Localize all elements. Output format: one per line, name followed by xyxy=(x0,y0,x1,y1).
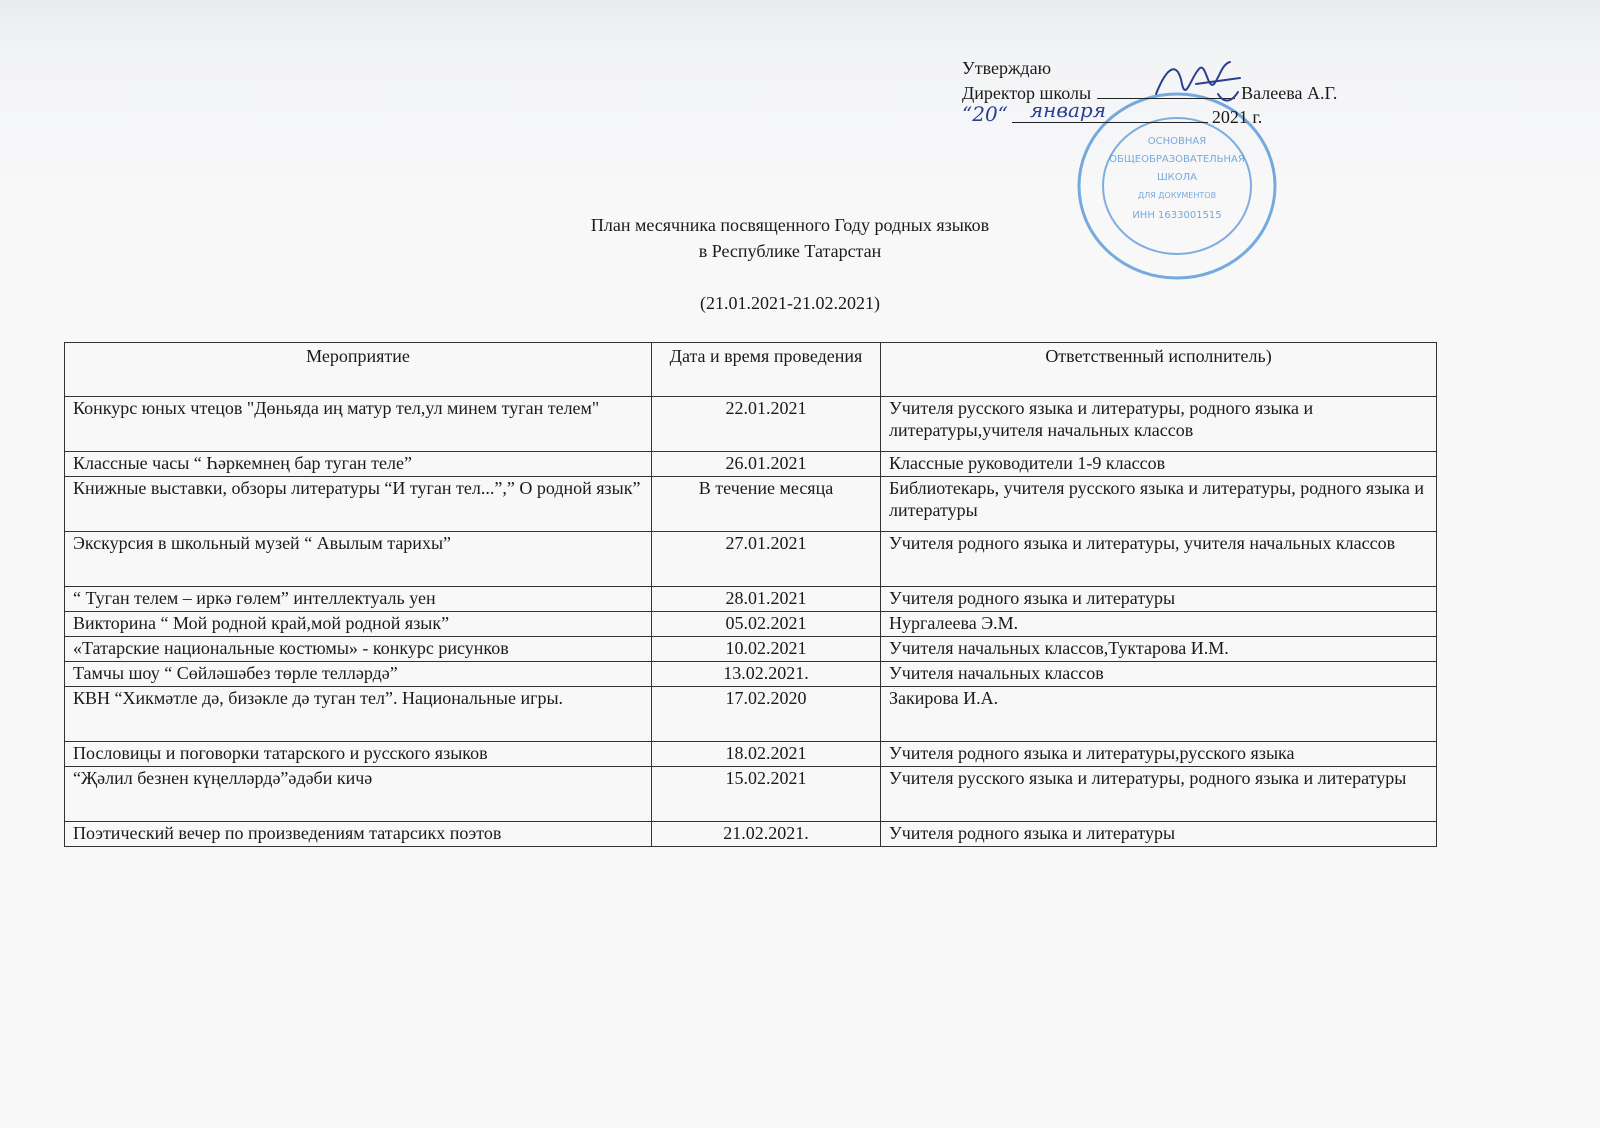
cell-event: “ Туган телем – иркә гөлем” интеллектуаль уен xyxy=(65,587,652,612)
cell-event: Классные часы “ Һәркемнең бар туган теле” xyxy=(65,452,652,477)
date-year: 2021 г. xyxy=(1211,107,1263,127)
director-label: Директор школы xyxy=(962,83,1092,103)
cell-responsible: Классные руководители 1-9 классов xyxy=(881,452,1437,477)
cell-date: 28.01.2021 xyxy=(652,587,881,612)
cell-responsible: Учителя родного языка и литературы xyxy=(881,587,1437,612)
cell-date: 22.01.2021 xyxy=(652,397,881,452)
cell-responsible: Учителя русского языка и литературы, родного языка и литературы,учителя начальных классов xyxy=(881,397,1437,452)
stamp-line: ИНН 1633001515 xyxy=(1132,210,1222,221)
date-month: января xyxy=(1029,98,1106,122)
table-row xyxy=(65,477,1437,532)
cell-date: 17.02.2020 xyxy=(652,687,881,742)
header-event: Мероприятие xyxy=(65,343,652,397)
cell-responsible: Учителя родного языка и литературы, учителя начальных классов xyxy=(881,532,1437,587)
cell-event: Поэтический вечер по произведениям татарсикх поэтов xyxy=(65,822,652,847)
table-header-row xyxy=(65,343,1437,397)
table-row xyxy=(65,452,1437,477)
table-row xyxy=(65,662,1437,687)
plan-period: (21.01.2021-21.02.2021) xyxy=(700,293,880,313)
cell-date: 21.02.2021. xyxy=(652,822,881,847)
table-row xyxy=(65,532,1437,587)
stamp-line: ОБЩЕОБРАЗОВАТЕЛЬНАЯ xyxy=(1109,154,1245,165)
cell-event: Пословицы и поговорки татарского и русского языков xyxy=(65,742,652,767)
table-row xyxy=(65,637,1437,662)
cell-date: 18.02.2021 xyxy=(652,742,881,767)
plan-title: План месячника посвященного Году родных языков xyxy=(590,215,990,235)
stamp-line: ДЛЯ ДОКУМЕНТОВ xyxy=(1137,191,1217,200)
cell-date: 26.01.2021 xyxy=(652,452,881,477)
cell-event: КВН “Хикмәтле дә, бизәкле дә туган тел”. Национальные игры. xyxy=(65,687,652,742)
cell-event: «Татарские национальные костюмы» - конкурс рисунков xyxy=(65,637,652,662)
table-row xyxy=(65,612,1437,637)
cell-date: 10.02.2021 xyxy=(652,637,881,662)
cell-responsible: Учителя начальных классов,Туктарова И.М. xyxy=(881,637,1437,662)
date-day: “20“ xyxy=(962,102,1008,126)
stamp-line: ШКОЛА xyxy=(1156,172,1198,183)
cell-responsible: Закирова И.А. xyxy=(881,687,1437,742)
table-row xyxy=(65,687,1437,742)
cell-responsible: Библиотекарь, учителя русского языка и литературы, родного языка и литературы xyxy=(881,477,1437,532)
table-row xyxy=(65,587,1437,612)
plan-subtitle: в Республике Татарстан xyxy=(698,241,882,261)
cell-date: 27.01.2021 xyxy=(652,532,881,587)
table-row xyxy=(65,397,1437,452)
table-row xyxy=(65,822,1437,847)
header-responsible: Ответственный исполнитель) xyxy=(881,343,1437,397)
cell-date: 13.02.2021. xyxy=(652,662,881,687)
cell-event: Викторина “ Мой родной край,мой родной язык” xyxy=(65,612,652,637)
director-name: Валеева А.Г. xyxy=(1241,83,1338,103)
stamp-line: ОСНОВНАЯ xyxy=(1147,136,1207,147)
cell-responsible: Учителя начальных классов xyxy=(881,662,1437,687)
table-row xyxy=(65,742,1437,767)
cell-date: 15.02.2021 xyxy=(652,767,881,822)
table-row xyxy=(65,767,1437,822)
cell-event: Книжные выставки, обзоры литературы “И туган тел...”,” О родной язык” xyxy=(65,477,652,532)
cell-responsible: Учителя русского языка и литературы, родного языка и литературы xyxy=(881,767,1437,822)
approval-approve: Утверждаю xyxy=(962,58,1052,78)
cell-date: 05.02.2021 xyxy=(652,612,881,637)
cell-event: “Җәлил безнен күңелләрдә”әдәби кичә xyxy=(65,767,652,822)
header-date: Дата и время проведения xyxy=(652,343,881,397)
cell-date: В течение месяца xyxy=(652,477,881,532)
cell-responsible: Учителя родного языка и литературы xyxy=(881,822,1437,847)
cell-event: Тамчы шоу “ Сөйләшәбез төрле телләрдә” xyxy=(65,662,652,687)
cell-responsible: Нургалеева Э.М. xyxy=(881,612,1437,637)
events-table xyxy=(64,342,1437,847)
cell-responsible: Учителя родного языка и литературы,русского языка xyxy=(881,742,1437,767)
cell-event: Экскурсия в школьный музей “ Авылым тарихы” xyxy=(65,532,652,587)
cell-event: Конкурс юных чтецов "Дөньяда иң матур тел,ул минем туган телем" xyxy=(65,397,652,452)
director-signature xyxy=(1148,54,1248,114)
